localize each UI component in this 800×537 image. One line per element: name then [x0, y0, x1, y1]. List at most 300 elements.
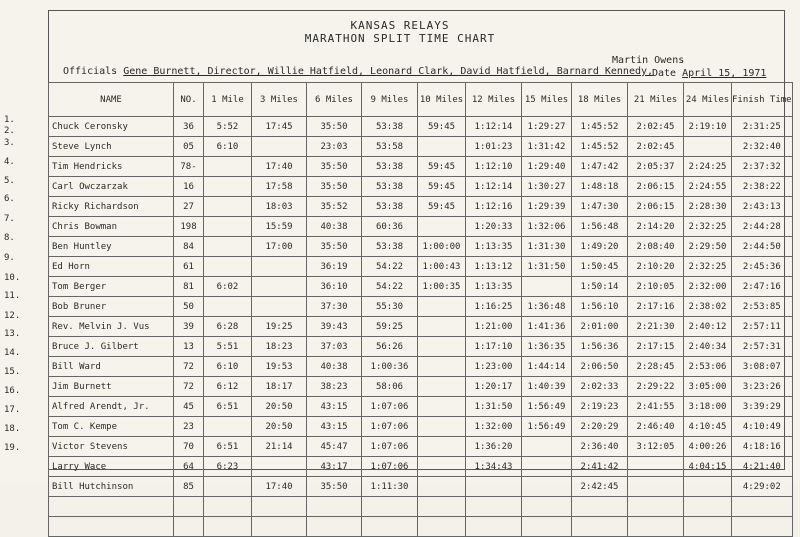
table-cell [307, 517, 362, 537]
table-cell: 59:45 [418, 117, 466, 137]
date-label: Date [652, 68, 677, 79]
table-cell: Jim Burnett [49, 377, 174, 397]
table-cell [204, 297, 252, 317]
row-number: 5. [4, 176, 15, 186]
row-number: 10. [4, 273, 21, 283]
table-cell: 4:21:40 [732, 457, 793, 477]
table-cell [252, 257, 307, 277]
table-cell [204, 157, 252, 177]
table-cell: 2:10:20 [628, 257, 684, 277]
table-cell: 1:56:36 [572, 337, 628, 357]
table-cell: 1:30:27 [522, 177, 572, 197]
table-cell [418, 217, 466, 237]
table-cell: 1:00:35 [418, 277, 466, 297]
table-cell: 40:38 [307, 357, 362, 377]
table-body [49, 117, 793, 537]
row-number: 6. [4, 194, 15, 204]
extra-official: Martin Owens [612, 55, 685, 66]
table-cell [49, 517, 174, 537]
row-number: 12. [4, 311, 21, 321]
table-cell [418, 457, 466, 477]
table-row [49, 377, 793, 397]
table-cell: 1:29:39 [522, 197, 572, 217]
table-cell: 1:31:42 [522, 137, 572, 157]
column-header: 9 Miles [362, 83, 418, 117]
row-number: 7. [4, 214, 15, 224]
table-cell: 53:38 [362, 197, 418, 217]
table-cell [732, 517, 793, 537]
table-row [49, 397, 793, 417]
table-cell: Chris Bowman [49, 217, 174, 237]
table-cell: 1:23:00 [466, 357, 522, 377]
table-row [49, 237, 793, 257]
table-row [49, 277, 793, 297]
table-cell: 1:36:35 [522, 337, 572, 357]
table-cell: 1:00:00 [418, 237, 466, 257]
table-cell: 1:12:10 [466, 157, 522, 177]
table-cell: 2:40:34 [684, 337, 732, 357]
table-header-row [49, 83, 793, 117]
table-cell [418, 497, 466, 517]
table-cell: 3:05:00 [684, 377, 732, 397]
table-cell [418, 357, 466, 377]
table-cell: 6:10 [204, 357, 252, 377]
table-cell: 198 [174, 217, 204, 237]
table-cell: 2:57:31 [732, 337, 793, 357]
table-cell: 1:44:14 [522, 357, 572, 377]
table-row [49, 197, 793, 217]
table-cell: 54:22 [362, 277, 418, 297]
table-row [49, 217, 793, 237]
table-cell: 2:02:33 [572, 377, 628, 397]
column-header: Finish Time [732, 83, 793, 117]
table-cell: 1:40:39 [522, 377, 572, 397]
table-cell: Alfred Arendt, Jr. [49, 397, 174, 417]
table-cell: 35:50 [307, 177, 362, 197]
table-cell: 2:01:00 [572, 317, 628, 337]
table-cell: 1:17:10 [466, 337, 522, 357]
table-cell: 2:45:36 [732, 257, 793, 277]
table-cell: 2:32:25 [684, 257, 732, 277]
table-cell: 55:30 [362, 297, 418, 317]
table-cell: 59:45 [418, 157, 466, 177]
table-cell [49, 497, 174, 517]
table-cell: 16 [174, 177, 204, 197]
table-cell: 4:10:49 [732, 417, 793, 437]
table-cell: 1:00:36 [362, 357, 418, 377]
table-cell: 36:10 [307, 277, 362, 297]
table-cell: 2:32:40 [732, 137, 793, 157]
table-cell: 13 [174, 337, 204, 357]
table-cell [572, 517, 628, 537]
table-cell: 1:12:14 [466, 177, 522, 197]
table-row [49, 117, 793, 137]
table-cell: 1:31:50 [522, 257, 572, 277]
table-cell: 6:10 [204, 137, 252, 157]
table-cell [252, 457, 307, 477]
table-cell: 3:12:05 [628, 437, 684, 457]
table-cell: 45:47 [307, 437, 362, 457]
table-cell [418, 417, 466, 437]
table-cell: 2:28:45 [628, 357, 684, 377]
table-cell: 2:44:28 [732, 217, 793, 237]
table-cell [418, 137, 466, 157]
column-header: 24 Miles [684, 83, 732, 117]
table-cell: 4:00:26 [684, 437, 732, 457]
table-cell: 3:39:29 [732, 397, 793, 417]
table-cell [204, 197, 252, 217]
table-cell: 2:57:11 [732, 317, 793, 337]
table-cell: Steve Lynch [49, 137, 174, 157]
table-cell: 1:34:43 [466, 457, 522, 477]
table-cell [362, 497, 418, 517]
table-cell: 59:45 [418, 177, 466, 197]
date-value: April 15, 1971 [682, 68, 767, 79]
table-cell: 59:25 [362, 317, 418, 337]
table-cell: 54:22 [362, 257, 418, 277]
table-cell: 1:29:40 [522, 157, 572, 177]
table-row [49, 477, 793, 497]
table-cell: 2:32:25 [684, 217, 732, 237]
table-cell [522, 277, 572, 297]
table-cell: 1:13:12 [466, 257, 522, 277]
table-cell: 1:16:25 [466, 297, 522, 317]
column-header: 21 Miles [628, 83, 684, 117]
date-line [652, 68, 766, 79]
column-header: 3 Miles [252, 83, 307, 117]
officials-line [63, 66, 653, 77]
table-cell: 1:12:14 [466, 117, 522, 137]
table-cell: 43:17 [307, 457, 362, 477]
table-cell: 53:58 [362, 137, 418, 157]
table-cell: 1:01:23 [466, 137, 522, 157]
table-cell: 72 [174, 377, 204, 397]
table-cell: 21:14 [252, 437, 307, 457]
table-cell: 85 [174, 477, 204, 497]
table-row [49, 357, 793, 377]
table-cell [628, 497, 684, 517]
table-row [49, 437, 793, 457]
table-cell [204, 497, 252, 517]
table-cell: 1:20:33 [466, 217, 522, 237]
table-cell: 17:45 [252, 117, 307, 137]
table-cell: 1:49:20 [572, 237, 628, 257]
table-cell: Ed Horn [49, 257, 174, 277]
table-cell: 2:24:55 [684, 177, 732, 197]
table-cell [307, 497, 362, 517]
table-cell: 2:46:40 [628, 417, 684, 437]
table-cell: 2:32:00 [684, 277, 732, 297]
table-cell [522, 517, 572, 537]
table-cell: Larry Wace [49, 457, 174, 477]
table-cell: 3:18:00 [684, 397, 732, 417]
row-number: 3. [4, 138, 15, 148]
table-cell: 1:45:52 [572, 137, 628, 157]
row-number: 4. [4, 157, 15, 167]
table-cell: 36:19 [307, 257, 362, 277]
table-cell: 23 [174, 417, 204, 437]
table-cell: 72 [174, 357, 204, 377]
table-cell: 2:19:23 [572, 397, 628, 417]
row-number: 8. [4, 233, 15, 243]
table-cell: 1:56:49 [522, 397, 572, 417]
table-cell: Tom C. Kempe [49, 417, 174, 437]
table-cell: 6:51 [204, 437, 252, 457]
table-cell [466, 517, 522, 537]
column-header: 12 Miles [466, 83, 522, 117]
table-cell: 45 [174, 397, 204, 417]
table-cell: 39 [174, 317, 204, 337]
table-row [49, 177, 793, 197]
column-header: NAME [49, 83, 174, 117]
table-cell: 37:03 [307, 337, 362, 357]
table-cell [204, 417, 252, 437]
table-cell: 2:43:13 [732, 197, 793, 217]
table-cell: 2:02:45 [628, 137, 684, 157]
table-cell: 1:56:10 [572, 297, 628, 317]
table-cell: 1:07:06 [362, 457, 418, 477]
table-cell: 1:21:00 [466, 317, 522, 337]
table-cell [252, 137, 307, 157]
table-cell: 1:12:16 [466, 197, 522, 217]
table-cell [204, 177, 252, 197]
officials-names: Gene Burnett, Director, Willie Hatfield, Leonard Clark, David Hatfield, Barnard Kennedy, [123, 66, 654, 77]
table-cell: 1:47:42 [572, 157, 628, 177]
row-number: 14. [4, 348, 21, 358]
table-cell [204, 517, 252, 537]
table-cell: Bill Ward [49, 357, 174, 377]
table-cell: 1:50:14 [572, 277, 628, 297]
table-cell: 53:38 [362, 157, 418, 177]
table-cell [628, 457, 684, 477]
table-cell: 1:07:06 [362, 437, 418, 457]
table-cell: 60:36 [362, 217, 418, 237]
column-header: 18 Miles [572, 83, 628, 117]
table-cell: 1:20:17 [466, 377, 522, 397]
table-cell [418, 477, 466, 497]
table-cell: 39:43 [307, 317, 362, 337]
table-cell: 1:36:48 [522, 297, 572, 317]
table-cell: 1:48:18 [572, 177, 628, 197]
table-cell: 64 [174, 457, 204, 477]
table-cell: Rev. Melvin J. Vus [49, 317, 174, 337]
table-cell: 40:38 [307, 217, 362, 237]
table-cell: 2:53:85 [732, 297, 793, 317]
table-cell: Bruce J. Gilbert [49, 337, 174, 357]
table-cell: 19:25 [252, 317, 307, 337]
table-cell: 18:23 [252, 337, 307, 357]
table-row-empty [49, 517, 793, 537]
table-cell: 1:13:35 [466, 277, 522, 297]
table-cell: 2:17:16 [628, 297, 684, 317]
table-cell: 2:37:32 [732, 157, 793, 177]
table-cell [466, 477, 522, 497]
table-cell [418, 337, 466, 357]
table-cell: 2:36:40 [572, 437, 628, 457]
table-cell: 35:52 [307, 197, 362, 217]
table-cell [204, 257, 252, 277]
table-cell: 38:23 [307, 377, 362, 397]
table-cell: 27 [174, 197, 204, 217]
table-cell: 1:41:36 [522, 317, 572, 337]
table-cell: 23:03 [307, 137, 362, 157]
table-cell: 56:26 [362, 337, 418, 357]
table-cell: Tom Berger [49, 277, 174, 297]
table-cell: 43:15 [307, 397, 362, 417]
table-cell: 2:21:30 [628, 317, 684, 337]
table-cell: 70 [174, 437, 204, 457]
column-header: 1 Mile [204, 83, 252, 117]
document-subtitle: MARATHON SPLIT TIME CHART [304, 32, 496, 45]
row-number: 2. [4, 126, 15, 136]
table-cell: 05 [174, 137, 204, 157]
table-cell: 5:51 [204, 337, 252, 357]
row-number: 1. [4, 115, 15, 125]
table-cell: 2:29:50 [684, 237, 732, 257]
table-cell: 35:50 [307, 237, 362, 257]
table-cell: 1:31:30 [522, 237, 572, 257]
table-cell: 2:06:15 [628, 197, 684, 217]
table-cell: 2:10:05 [628, 277, 684, 297]
table-cell: 61 [174, 257, 204, 277]
table-cell: 15:59 [252, 217, 307, 237]
table-cell: 2:38:02 [684, 297, 732, 317]
table-cell: 1:29:27 [522, 117, 572, 137]
table-cell: 2:24:25 [684, 157, 732, 177]
table-row [49, 417, 793, 437]
table-cell: 19:53 [252, 357, 307, 377]
table-cell: 1:07:06 [362, 397, 418, 417]
table-row [49, 457, 793, 477]
table-cell: 1:32:06 [522, 217, 572, 237]
table-cell: 18:03 [252, 197, 307, 217]
table-row [49, 257, 793, 277]
table-cell: Ben Huntley [49, 237, 174, 257]
table-cell: 1:13:35 [466, 237, 522, 257]
table-cell: Ricky Richardson [49, 197, 174, 217]
table-cell: 2:28:30 [684, 197, 732, 217]
table-cell: 53:38 [362, 177, 418, 197]
column-header: 6 Miles [307, 83, 362, 117]
row-number: 16. [4, 386, 21, 396]
table-cell: 6:12 [204, 377, 252, 397]
table-cell [522, 457, 572, 477]
table-cell: 2:53:06 [684, 357, 732, 377]
table-cell: 17:58 [252, 177, 307, 197]
column-header: 10 Miles [418, 83, 466, 117]
table-cell: 5:52 [204, 117, 252, 137]
table-cell: 4:29:02 [732, 477, 793, 497]
table-cell: 1:36:20 [466, 437, 522, 457]
table-cell: Tim Hendricks [49, 157, 174, 177]
table-cell: 2:41:55 [628, 397, 684, 417]
table-cell: 2:08:40 [628, 237, 684, 257]
table-cell: 2:47:16 [732, 277, 793, 297]
table-cell: 35:50 [307, 117, 362, 137]
table-cell: 58:06 [362, 377, 418, 397]
table-cell: 36 [174, 117, 204, 137]
row-number: 17. [4, 405, 21, 415]
table-cell: 6:23 [204, 457, 252, 477]
table-cell: 2:42:45 [572, 477, 628, 497]
table-cell: 1:56:48 [572, 217, 628, 237]
row-number: 15. [4, 367, 21, 377]
table-cell: 81 [174, 277, 204, 297]
table-cell [174, 497, 204, 517]
table-cell [252, 517, 307, 537]
table-cell: 2:19:10 [684, 117, 732, 137]
table-cell [418, 297, 466, 317]
table-cell: 2:29:22 [628, 377, 684, 397]
table-cell: 1:00:43 [418, 257, 466, 277]
table-cell: 2:17:15 [628, 337, 684, 357]
table-cell [252, 277, 307, 297]
table-cell: 1:31:50 [466, 397, 522, 417]
table-cell: 4:10:45 [684, 417, 732, 437]
table-cell: 6:51 [204, 397, 252, 417]
row-number: 18. [4, 424, 21, 434]
table-cell: Bob Bruner [49, 297, 174, 317]
table-cell: 53:38 [362, 117, 418, 137]
table-cell: 2:05:37 [628, 157, 684, 177]
table-cell: 2:41:42 [572, 457, 628, 477]
table-cell: 43:15 [307, 417, 362, 437]
table-cell [418, 397, 466, 417]
split-time-table [48, 82, 793, 537]
table-cell [418, 377, 466, 397]
table-cell [522, 497, 572, 517]
table-cell [204, 477, 252, 497]
table-cell: Victor Stevens [49, 437, 174, 457]
table-row [49, 317, 793, 337]
table-cell: 35:50 [307, 157, 362, 177]
table-cell: 6:02 [204, 277, 252, 297]
table-cell: 59:45 [418, 197, 466, 217]
table-cell: 4:18:16 [732, 437, 793, 457]
table-cell [252, 297, 307, 317]
table-cell: 2:38:22 [732, 177, 793, 197]
table-cell: 2:44:50 [732, 237, 793, 257]
table-cell: 1:07:06 [362, 417, 418, 437]
table-cell [732, 497, 793, 517]
table-cell: 20:50 [252, 397, 307, 417]
table-cell [572, 497, 628, 517]
table-cell [522, 437, 572, 457]
table-cell: 1:45:52 [572, 117, 628, 137]
table-cell [684, 517, 732, 537]
table-cell: Carl Owczarzak [49, 177, 174, 197]
table-cell: 4:04:15 [684, 457, 732, 477]
table-cell: 2:20:29 [572, 417, 628, 437]
table-cell [628, 517, 684, 537]
table-cell: 2:06:50 [572, 357, 628, 377]
table-cell: Chuck Ceronsky [49, 117, 174, 137]
table-cell: 50 [174, 297, 204, 317]
row-number: 11. [4, 291, 21, 301]
table-cell: Bill Hutchinson [49, 477, 174, 497]
table-cell: 2:40:12 [684, 317, 732, 337]
table-cell: 1:11:30 [362, 477, 418, 497]
table-cell [418, 517, 466, 537]
table-cell [174, 517, 204, 537]
table-cell: 78- [174, 157, 204, 177]
table-row [49, 157, 793, 177]
table-cell: 1:50:45 [572, 257, 628, 277]
table-cell [466, 497, 522, 517]
table-cell: 17:00 [252, 237, 307, 257]
table-cell: 17:40 [252, 477, 307, 497]
table-cell: 2:06:15 [628, 177, 684, 197]
